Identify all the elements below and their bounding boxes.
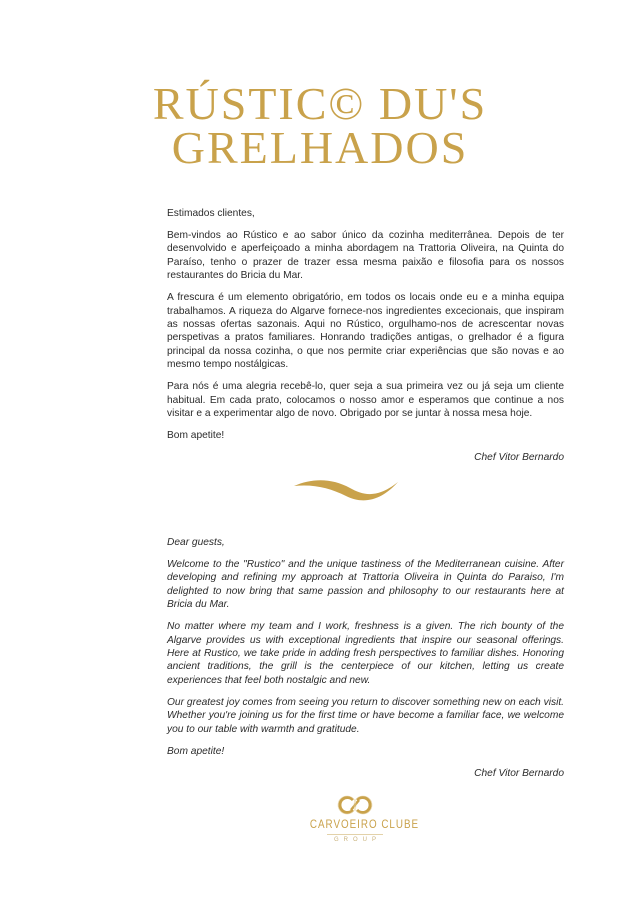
letter-portuguese xyxy=(167,207,564,473)
logo-name: CARVOEIRO CLUBE xyxy=(309,817,420,831)
greeting: Estimados clientes, xyxy=(167,208,255,219)
closing: Bom apetite! xyxy=(167,745,225,757)
closing: Bom apetite! xyxy=(167,430,225,442)
greeting: Dear guests, xyxy=(167,537,225,548)
paragraph: Para nós é uma alegria recebê-lo, quer seja a sua primeira vez ou já seja um cliente habitual. Em cada prato, colocamos o nosso amor e esperamos que continue a nos visitar e a experimentar algo de novo. Obrigado por se juntar à nossa mesa hoje. xyxy=(167,381,564,420)
paragraph: Our greatest joy comes from seeing you return to discover something new on each visit. Whether you're joining us for the first time or have become a familiar face, we welcome you to our table with warmth and gratitude. xyxy=(167,696,564,735)
signature: Chef Vitor Bernardo xyxy=(474,452,564,464)
footer-logo xyxy=(300,795,420,843)
signature: Chef Vitor Bernardo xyxy=(474,767,564,779)
paragraph: No matter where my team and I work, freshness is a given. The rich bounty of the Algarve provides us with exceptional ingredients that inspire our seasonal offerings. Here at Rustico, we take pride in adding fresh perspectives to familiar dishes. Honoring ancient traditions, the grill is the centerpiece of our kitchen, letting us create experiences that feel both nostalgic and new. xyxy=(167,621,564,686)
paragraph: Bem-vindos ao Rústico e ao sabor único da cozinha mediterrânea. Depois de ter desenvolvido e aperfeiçoado a minha abordagem na Trattoria Oliveira, na Quinta do Paraíso, tenho o prazer de trazer essa mesma paixão e filosofia para os nossos restaurantes do Bricia du Mar. xyxy=(167,230,564,282)
swash-divider-icon xyxy=(292,474,400,506)
restaurant-title-line2: GRELHADOS xyxy=(171,122,469,173)
paragraph: Welcome to the "Rustico" and the unique tastiness of the Mediterranean cuisine. After developing and refining my approach at Trattoria Oliveira in Quinta do Paraiso, I'm delighted to now bring that same passion and philosophy to our restaurants here at Bricia du Mar. xyxy=(167,559,564,611)
infinity-cc-icon xyxy=(337,795,373,815)
logo-divider xyxy=(327,834,383,835)
paragraph: A frescura é um elemento obrigatório, em todos os locais onde eu e a minha equipa trabalhamos. A riqueza do Algarve fornece-nos ingredientes excecionais, que inspiram as nossas ofertas sazonais. Aqui no Rústico, orgulhamo-nos de acrescentar novas perspetivas a pratos familiares. Honrando tradições antigas, o grelhador é a figura principal da nossa cozinha, o que nos permite criar experiências que são novas e ao mesmo tempo nostálgicas. xyxy=(167,292,564,371)
letter-english xyxy=(167,536,564,789)
logo-subtitle: GROUP xyxy=(333,837,381,843)
restaurant-title-line1: RÚSTIC© DU'S xyxy=(152,78,488,129)
